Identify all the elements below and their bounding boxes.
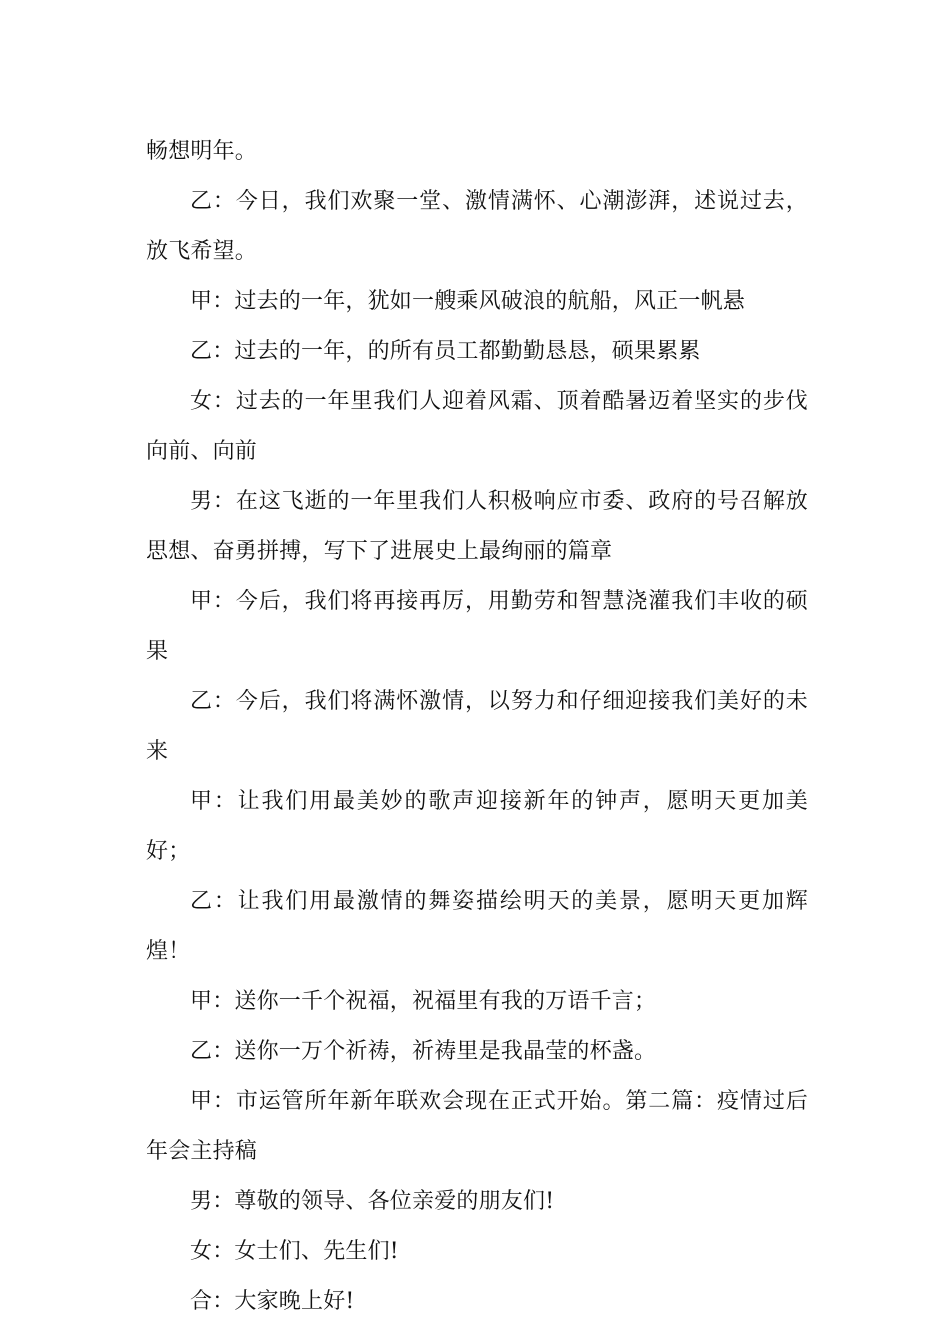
- paragraph-nv-1: 女：过去的一年里我们人迎着风霜、顶着酷暑迈着坚实的步伐向前、向前: [146, 389, 808, 464]
- paragraph-nan-1: 男：在这飞逝的一年里我们人积极响应市委、政府的号召解放思想、奋勇拼搏，写下了进展史上最绚丽的篇章: [146, 489, 808, 564]
- paragraph-nan-2: 男：尊敬的领导、各位亲爱的朋友们!: [190, 1189, 555, 1214]
- paragraph-jia-2: 甲：今后，我们将再接再厉，用勤劳和智慧浇灌我们丰收的硕果: [146, 589, 808, 664]
- paragraph-yi-5: 乙：送你一万个祈祷，祈祷里是我晶莹的杯盏。: [190, 1039, 657, 1064]
- paragraph-he-1: 合：大家晚上好!: [190, 1289, 355, 1314]
- paragraph-yi-3: 乙：今后，我们将满怀激情，以努力和仔细迎接我们美好的未来: [146, 689, 808, 764]
- paragraph-yi-1: 乙：今日，我们欢聚一堂、激情满怀、心潮澎湃，述说过去，放飞希望。: [146, 189, 808, 264]
- paragraph-jia-5: 甲：市运管所年新年联欢会现在正式开始。第二篇：疫情过后年会主持稿: [146, 1089, 808, 1164]
- paragraph-nv-2: 女：女士们、先生们!: [190, 1239, 399, 1264]
- paragraph-jia-1: 甲：过去的一年，犹如一艘乘风破浪的航船，风正一帆悬: [190, 289, 746, 314]
- paragraph-jia-3: 甲：让我们用最美妙的歌声迎接新年的钟声，愿明天更加美好；: [146, 789, 808, 864]
- paragraph-jia-4: 甲：送你一千个祝福，祝福里有我的万语千言；: [190, 989, 657, 1014]
- document-body: [146, 127, 808, 1327]
- paragraph-continuation: 畅想明年。: [146, 139, 258, 164]
- paragraph-yi-4: 乙：让我们用最激情的舞姿描绘明天的美景，愿明天更加辉煌！: [146, 889, 808, 964]
- paragraph-yi-2: 乙：过去的一年，的所有员工都勤勤恳恳，硕果累累: [190, 339, 701, 364]
